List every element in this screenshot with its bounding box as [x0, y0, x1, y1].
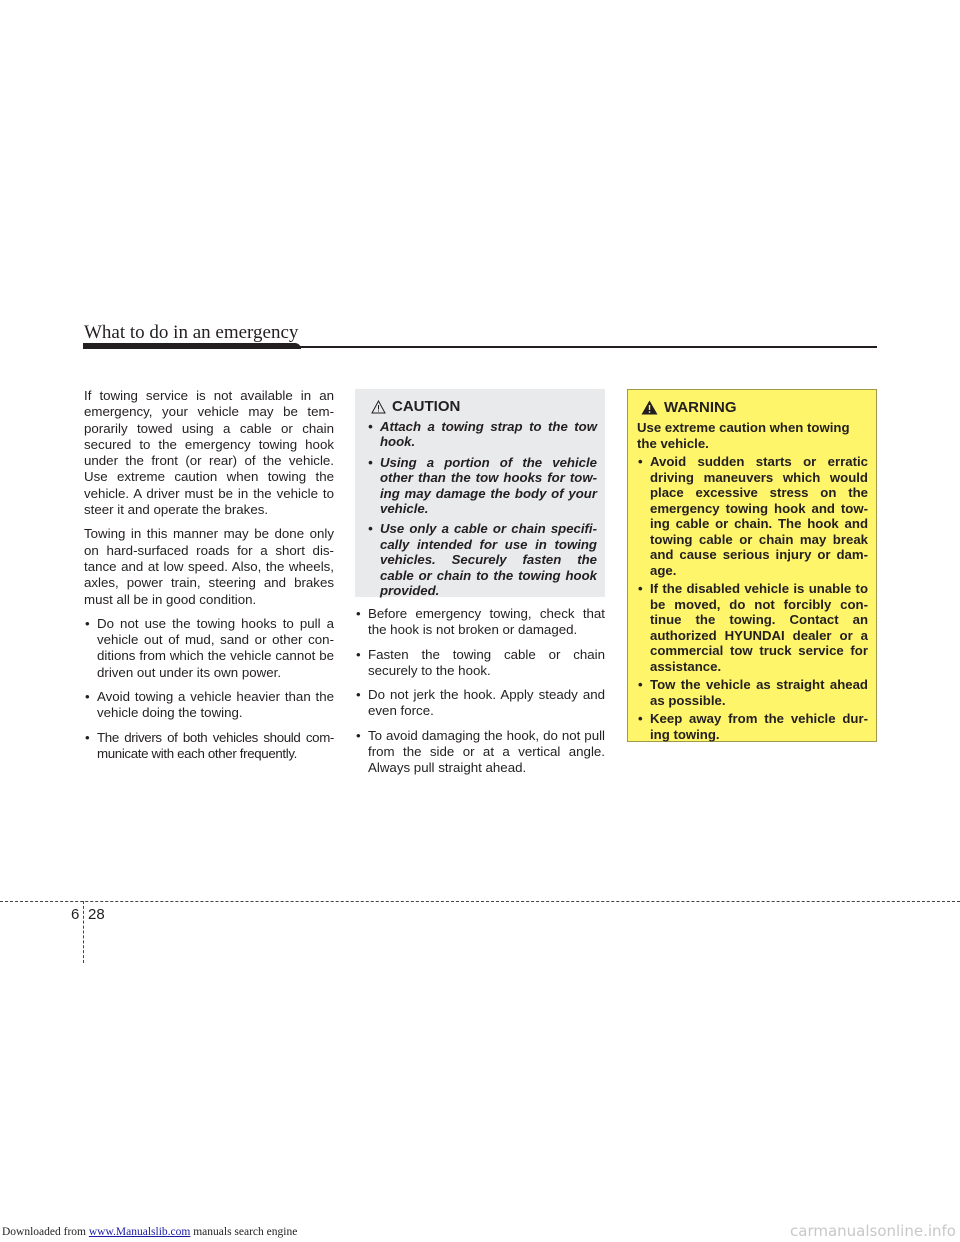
warning-intro: Use extreme caution when towing the vehicle.	[637, 420, 850, 451]
caution-box	[355, 389, 605, 597]
list-item: • Fasten the towing cable or chain securely to the hook.	[355, 647, 605, 680]
list-item: • Using a portion of the vehicle other than the tow hooks for tow-ing may damage the body of your vehicle.	[367, 455, 597, 517]
caution-header	[367, 398, 597, 415]
list-item: • Use only a cable or chain specifi-cally intended for use in towing vehicles. Securely fasten the cable or chain to the towing hook provided.	[367, 521, 597, 598]
site-watermark: carmanualsonline.info	[790, 1222, 956, 1240]
chapter-number: 6	[71, 906, 80, 923]
list-item: • Attach a towing strap to the tow hook.	[367, 419, 597, 450]
middle-bullet-list	[355, 606, 605, 777]
left-bullet-list	[84, 616, 334, 762]
warning-title: WARNING	[664, 399, 737, 416]
warning-triangle-filled-icon	[641, 400, 658, 415]
left-column	[84, 388, 334, 770]
intro-paragraph: If towing service is not available in an emergency, your vehicle may be tem-porarily towed using a cable or chain secured to the emergency towing hook under the front (or rear) of the vehicle. Use extreme caution when towing the vehicle. A driver must be in the vehicle to steer it and operate the brakes.	[84, 388, 334, 518]
list-item: • Avoid sudden starts or erratic driving maneuvers which would place excessive stress on the emergency towing hook and tow-ing cable or chain. The hook and towing cable or chain may break and cause serious injury or dam-age.	[637, 454, 868, 578]
page-number-divider	[83, 901, 84, 963]
caution-title: CAUTION	[392, 398, 461, 415]
conditions-paragraph: Towing in this manner may be done only on hard-surfaced roads for a short dis-tance and at low speed. Also, the wheels, axles, power train, steering and brakes must all be in good condition.	[84, 526, 334, 607]
page-number: 28	[88, 906, 105, 923]
list-item: • Tow the vehicle as straight ahead as possible.	[637, 677, 868, 708]
caution-list	[367, 419, 597, 598]
list-item: • Do not use the towing hooks to pull a vehicle out of mud, sand or other con-ditions from which the vehicle cannot be driven out under its own power.	[84, 616, 334, 681]
section-title: What to do in an emergency	[84, 322, 299, 343]
list-item: • To avoid damaging the hook, do not pull from the side or at a vertical angle. Always pull straight ahead.	[355, 728, 605, 777]
list-item: • If the disabled vehicle is unable to be moved, do not forcibly con-tinue the towing. Contact an authorized HYUNDAI dealer or a commercial tow truck service for assistance.	[637, 581, 868, 674]
footer-dashed-rule	[0, 901, 960, 902]
warning-box	[627, 389, 877, 742]
list-item: • The drivers of both vehicles should com-municate with each other frequently.	[84, 730, 334, 763]
list-item: • Do not jerk the hook. Apply steady and even force.	[355, 687, 605, 720]
list-item: • Avoid towing a vehicle heavier than the vehicle doing the towing.	[84, 689, 334, 722]
header-rule-thin	[83, 346, 877, 348]
list-item: • Keep away from the vehicle dur-ing towing.	[637, 711, 868, 742]
download-footer	[2, 1226, 297, 1238]
middle-column	[355, 606, 605, 785]
manualslib-link[interactable]: www.Manualslib.com	[88, 1226, 191, 1238]
caution-triangle-outline-icon	[371, 400, 386, 414]
warning-header	[637, 399, 868, 416]
footer-suffix: manuals search engine	[190, 1226, 298, 1238]
warning-list	[637, 454, 868, 742]
list-item: • Before emergency towing, check that the hook is not broken or damaged.	[355, 606, 605, 639]
footer-prefix: Downloaded from	[2, 1226, 89, 1238]
